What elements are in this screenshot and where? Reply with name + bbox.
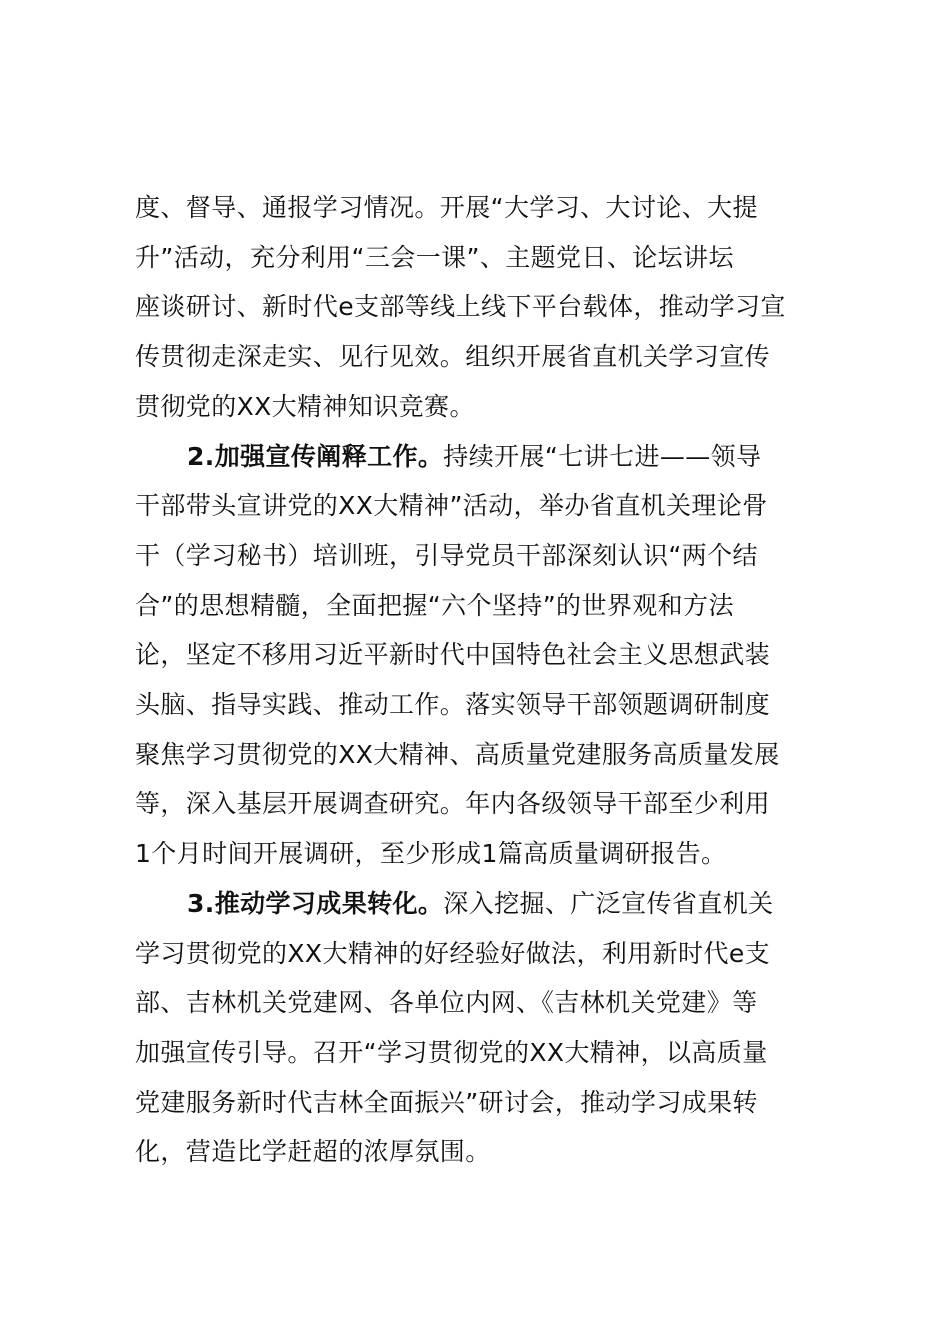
text-line: 学习贯彻党的XX大精神的好经验好做法，利用新时代e支	[135, 938, 771, 968]
text-run: 深入挖掘、广泛宣传省直机关	[443, 888, 774, 918]
text-line-first	[135, 879, 850, 929]
paragraph-3	[135, 879, 850, 1177]
text-line: 干（学习秘书）培训班，引导党员干部深刻认识“两个结	[135, 540, 758, 570]
text-line: 升”活动，充分利用“三会一课”、主题党日、论坛讲坛	[135, 242, 734, 272]
text-line: 等，深入基层开展调查研究。年内各级领导干部至少利用	[135, 789, 771, 819]
text-line: 传贯彻走深走实、见行见效。组织开展省直机关学习宣传	[135, 342, 771, 372]
text-line: 化，营造比学赶超的浓厚氛围。	[135, 1137, 491, 1167]
text-line: 加强宣传引导。召开“学习贯彻党的XX大精神，以高质量	[135, 1037, 768, 1067]
text-line: 度、督导、通报学习情况。开展“大学习、大讨论、大提	[135, 193, 758, 222]
text-line: 干部带头宣讲党的XX大精神”活动，举办省直机关理论骨	[135, 491, 768, 521]
text-line: 部、吉林机关党建网、各单位内网、《吉林机关党建》等	[135, 988, 758, 1018]
section-heading: 3.推动学习成果转化。	[187, 888, 444, 918]
section-heading: 2.加强宣传阐释工作。	[187, 441, 444, 471]
text-line: 座谈研讨、新时代e支部等线上线下平台载体，推动学习宣	[135, 292, 786, 322]
paragraph-1	[135, 183, 850, 432]
text-line: 贯彻党的XX大精神知识竞赛。	[135, 391, 475, 421]
text-line: 1个月时间开展调研，至少形成1篇高质量调研报告。	[135, 839, 727, 869]
text-line-first	[135, 432, 850, 482]
text-line: 聚焦学习贯彻党的XX大精神、高质量党建服务高质量发展	[135, 739, 780, 769]
text-line: 党建服务新时代吉林全面振兴”研讨会，推动学习成果转	[135, 1087, 758, 1117]
text-run: 持续开展“七讲七进——领导	[443, 441, 762, 471]
text-line: 头脑、指导实践、推动工作。落实领导干部领题调研制度	[135, 690, 771, 720]
text-line: 论，坚定不移用习近平新时代中国特色社会主义思想武装	[135, 640, 771, 670]
document-body	[135, 183, 850, 1177]
text-line: 合”的思想精髓，全面把握“六个坚持”的世界观和方法	[135, 590, 734, 620]
paragraph-2	[135, 432, 850, 879]
